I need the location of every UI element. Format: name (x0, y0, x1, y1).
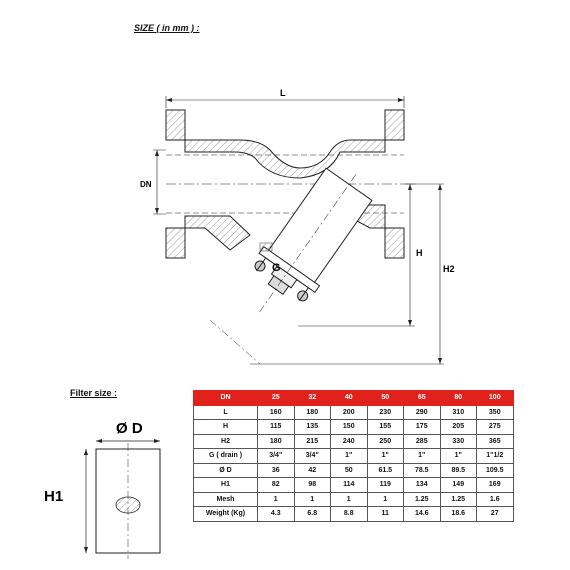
table-cell: 3/4" (294, 449, 331, 464)
mesh-mark (260, 243, 272, 251)
table-header-row (194, 391, 514, 406)
table-header-cell: 100 (477, 391, 514, 406)
table-row (194, 492, 514, 507)
table-header-cell: 32 (294, 391, 331, 406)
table-cell: 1.25 (440, 492, 477, 507)
label-g: G (272, 262, 281, 274)
table-cell: 98 (294, 478, 331, 493)
table-cell: 365 (477, 434, 514, 449)
table-cell: 275 (477, 420, 514, 435)
table-cell: 1 (331, 492, 368, 507)
table-cell: 250 (367, 434, 404, 449)
table-cell: 89.5 (440, 463, 477, 478)
table-row (194, 449, 514, 464)
table-row-label: Weight (Kg) (194, 507, 258, 522)
table-cell: 150 (331, 420, 368, 435)
table-header-cell: 65 (404, 391, 441, 406)
label-h2: H2 (443, 264, 455, 274)
table-cell: 175 (404, 420, 441, 435)
table-cell: 50 (331, 463, 368, 478)
table-row-label: L (194, 405, 258, 420)
table-cell: 82 (258, 478, 295, 493)
filter-size-title: Filter size : (70, 388, 118, 398)
table-cell: 1" (404, 449, 441, 464)
table-header-cell: 50 (367, 391, 404, 406)
table-cell: 1 (367, 492, 404, 507)
table-row (194, 434, 514, 449)
table-header-cell: 25 (258, 391, 295, 406)
dimension-d (96, 420, 160, 443)
table-cell: 18.6 (440, 507, 477, 522)
label-dn: DN (140, 180, 152, 189)
table-cell: 285 (404, 434, 441, 449)
table-cell: 6.8 (294, 507, 331, 522)
size-title: SIZE ( in mm ) : (134, 23, 200, 33)
table-cell: 215 (294, 434, 331, 449)
axis-line (210, 320, 260, 364)
table-cell: 109.5 (477, 463, 514, 478)
table-row (194, 420, 514, 435)
label-l: L (280, 88, 286, 98)
table-row-label: H (194, 420, 258, 435)
table-cell: 1 (258, 492, 295, 507)
table-cell: 42 (294, 463, 331, 478)
table-cell: 240 (331, 434, 368, 449)
table-row (194, 478, 514, 493)
table-cell: 8.8 (331, 507, 368, 522)
table-cell: 4.3 (258, 507, 295, 522)
table-header-cell: 80 (440, 391, 477, 406)
table-cell: 27 (477, 507, 514, 522)
table-row-label: H2 (194, 434, 258, 449)
table-cell: 350 (477, 405, 514, 420)
table-cell: 169 (477, 478, 514, 493)
table-cell: 61.5 (367, 463, 404, 478)
table-cell: 11 (367, 507, 404, 522)
table-cell: 115 (258, 420, 295, 435)
table-cell: 230 (367, 405, 404, 420)
dimension-h1 (44, 449, 88, 553)
size-table (193, 390, 514, 522)
table-header-cell: DN (194, 391, 258, 406)
table-cell: 1.6 (477, 492, 514, 507)
table-row-label: Mesh (194, 492, 258, 507)
table-cell: 36 (258, 463, 295, 478)
table-cell: 200 (331, 405, 368, 420)
table-row (194, 507, 514, 522)
table-row-label: G ( drain ) (194, 449, 258, 464)
table-cell: 114 (331, 478, 368, 493)
table-cell: 160 (258, 405, 295, 420)
table-row-label: Ø D (194, 463, 258, 478)
table-cell: 1.25 (404, 492, 441, 507)
table-cell: 78.5 (404, 463, 441, 478)
table-cell: 149 (440, 478, 477, 493)
filter-mesh (116, 497, 140, 513)
label-h: H (416, 248, 423, 258)
table-cell: 180 (294, 405, 331, 420)
table-header-cell: 40 (331, 391, 368, 406)
table-cell: 180 (258, 434, 295, 449)
table-cell: 3/4" (258, 449, 295, 464)
dimension-l (166, 88, 404, 108)
table-cell: 1" (367, 449, 404, 464)
table-cell: 310 (440, 405, 477, 420)
table-cell: 134 (404, 478, 441, 493)
table-row-label: H1 (194, 478, 258, 493)
dimension-dn (140, 150, 166, 214)
table-cell: 1"1/2 (477, 449, 514, 464)
label-d: Ø D (116, 420, 143, 437)
table-cell: 205 (440, 420, 477, 435)
table-cell: 119 (367, 478, 404, 493)
table-cell: 1 (294, 492, 331, 507)
table-cell: 14.6 (404, 507, 441, 522)
table-cell: 290 (404, 405, 441, 420)
filter-drawing (40, 405, 170, 565)
table-cell: 1" (440, 449, 477, 464)
table-cell: 1" (331, 449, 368, 464)
table-cell: 155 (367, 420, 404, 435)
screen-housing (231, 155, 384, 333)
table-row (194, 463, 514, 478)
label-h1: H1 (44, 488, 64, 505)
table-cell: 135 (294, 420, 331, 435)
table-row (194, 405, 514, 420)
table-cell: 330 (440, 434, 477, 449)
